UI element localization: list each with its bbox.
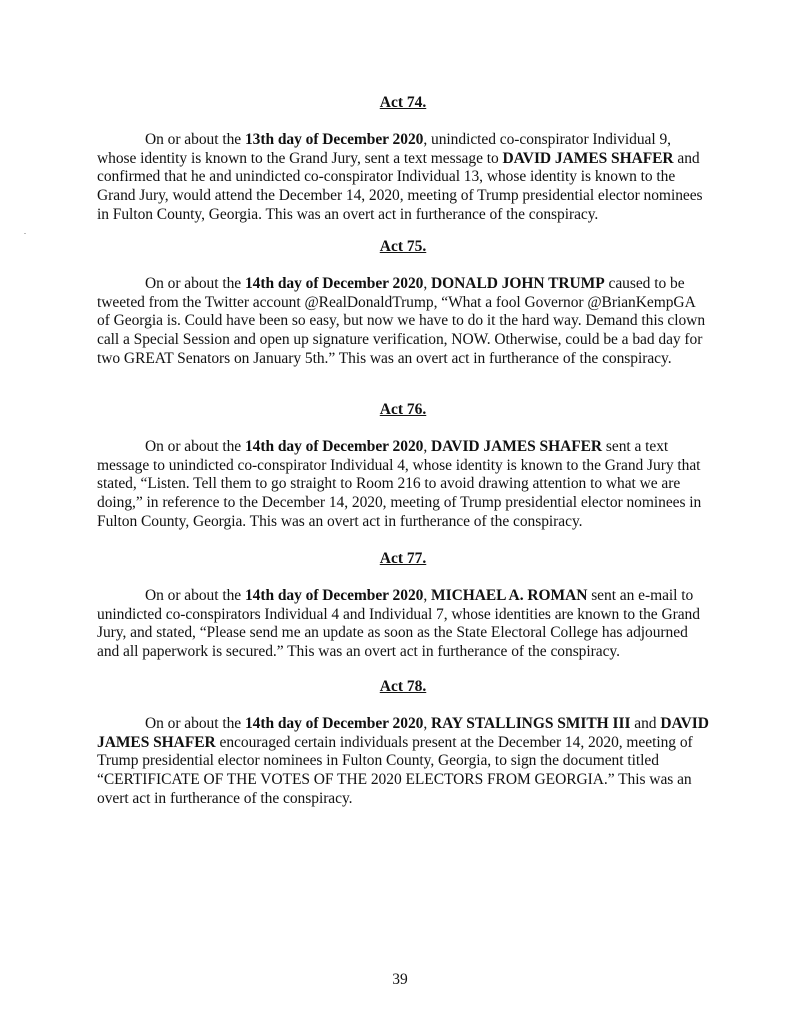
page-number: 39 xyxy=(392,971,408,988)
text-run: , xyxy=(423,438,432,455)
text-run: , xyxy=(423,275,432,292)
text-run: sent an e-mail to unindicted co-conspirators Individual 4 and Individual 7, whose identities are known to the Grand Jury, and stated, “Please send me an update as soon as the State Electoral College has adjourned and all paperwork is secured.” This was an overt act in furtherance of the conspiracy. xyxy=(97,587,700,661)
bold-run: DAVID JAMES SHAFER xyxy=(502,149,674,167)
act-78 xyxy=(97,677,709,809)
text-run: On or about the xyxy=(145,587,245,604)
text-run: and confirmed that he and unindicted co-conspirator Individual 13, whose identity is known to the Grand Jury, would attend the December 14, 2020, meeting of Trump presidential elector nominees in Fulton County, Georgia. This was an overt act in furtherance of the conspiracy. xyxy=(97,149,703,223)
bold-run: RAY STALLINGS SMITH III xyxy=(431,715,631,732)
act-heading: Act 74. xyxy=(379,94,427,111)
act-paragraph xyxy=(97,438,709,532)
act-76 xyxy=(97,400,709,532)
text-run: On or about the xyxy=(145,715,245,732)
act-74 xyxy=(97,93,709,225)
bold-run: 13th day of December 2020 xyxy=(244,131,424,148)
bold-run: MICHAEL A. ROMAN xyxy=(431,587,588,604)
act-paragraph xyxy=(97,587,709,662)
act-heading: Act 78. xyxy=(379,678,427,695)
act-75 xyxy=(97,237,709,369)
act-77 xyxy=(97,549,709,662)
text-run: , xyxy=(423,587,432,604)
act-heading: Act 77. xyxy=(379,550,427,567)
text-run: and xyxy=(630,715,661,732)
bold-run: 14th day of December 2020 xyxy=(244,438,424,455)
bold-run: DAVID JAMES SHAFER xyxy=(431,438,603,455)
bold-run: DAVID JAMES SHAFER xyxy=(97,715,709,751)
bold-run: 14th day of December 2020 xyxy=(244,587,424,604)
bold-run: 14th day of December 2020 xyxy=(244,275,424,292)
scan-speck xyxy=(24,233,26,234)
text-run: , xyxy=(423,715,432,732)
text-run: , unindicted co-conspirator Individual 9, whose identity is known to the Grand Jury, sent a text message to xyxy=(97,131,671,167)
act-heading: Act 76. xyxy=(379,401,427,418)
act-heading: Act 75. xyxy=(379,238,427,255)
text-run: caused to be tweeted from the Twitter account @RealDonaldTrump, “What a fool Governor @BrianKempGA of Georgia is. Could have been so easy, but now we have to do it the hard way. Demand this clown call a Special Session and open up signature verification, NOW. Otherwise, could be a bad day for two GREAT Senators on January 5th.” This was an overt act in furtherance of the conspiracy. xyxy=(97,275,706,367)
text-run: sent a text message to unindicted co-conspirator Individual 4, whose identity is known to the Grand Jury that stated, “Listen. Tell them to go straight to Room 216 to avoid drawing attention to what we are doing,” in reference to the December 14, 2020, meeting of Trump presidential elector nominees in Fulton County, Georgia. This was an overt act in furtherance of the conspiracy. xyxy=(97,438,702,530)
text-run: On or about the xyxy=(145,131,245,148)
act-paragraph xyxy=(97,275,709,369)
text-run: encouraged certain individuals present at the December 14, 2020, meeting of Trump presidential elector nominees in Fulton County, Georgia, to sign the document titled “CERTIFICATE OF THE VOTES OF THE 2020 ELECTORS FROM GEORGIA.” This was an overt act in furtherance of the conspiracy. xyxy=(97,733,693,807)
act-paragraph xyxy=(97,715,709,809)
text-run: On or about the xyxy=(145,438,245,455)
bold-run: DONALD JOHN TRUMP xyxy=(431,275,605,292)
act-paragraph xyxy=(97,131,709,225)
bold-run: 14th day of December 2020 xyxy=(244,715,424,732)
text-run: On or about the xyxy=(145,275,245,292)
